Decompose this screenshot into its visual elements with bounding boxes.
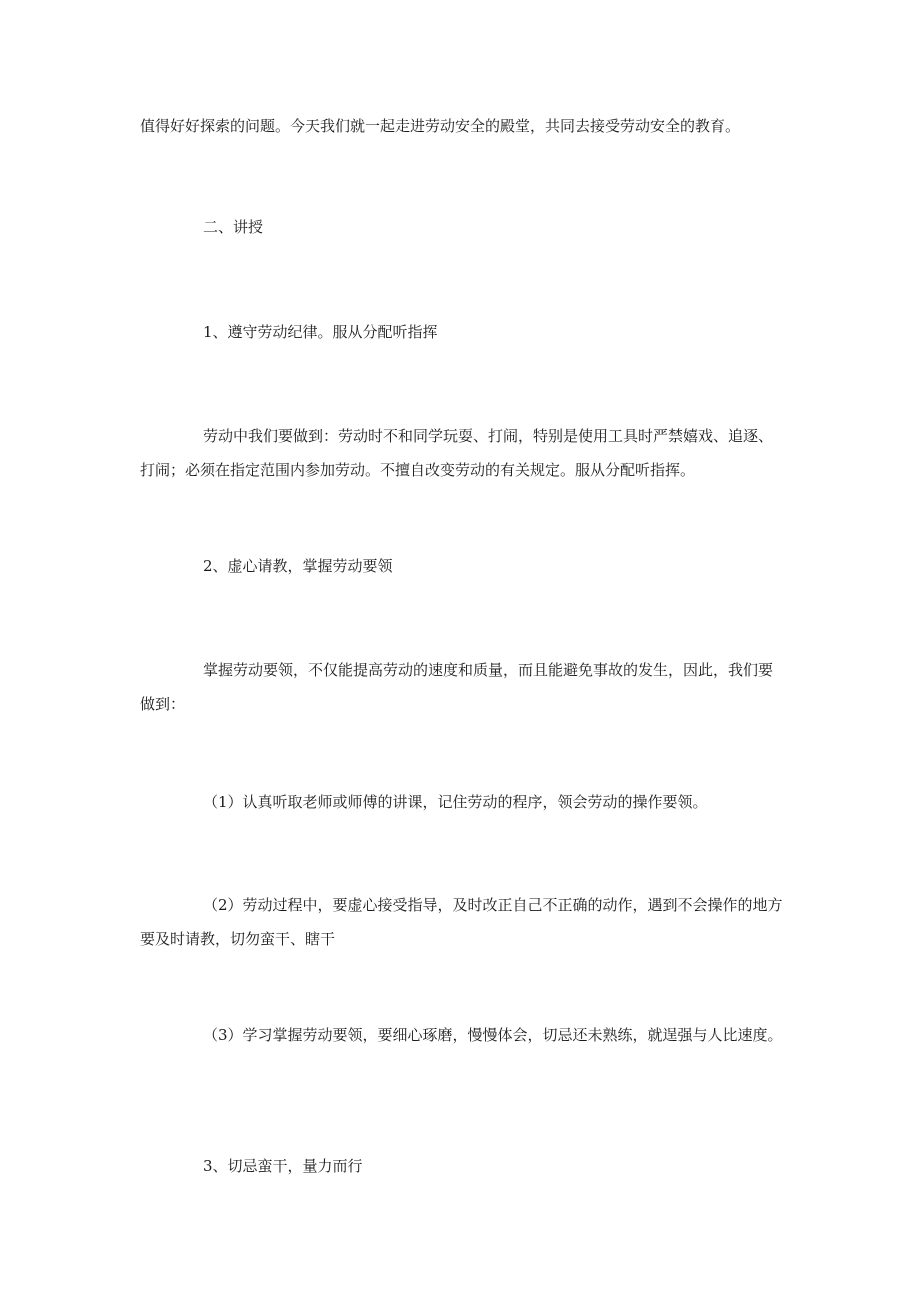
item3-heading: 3、切忌蛮干，量力而行 (203, 1157, 363, 1175)
item2-heading: 2、虚心请教，掌握劳动要领 (203, 557, 393, 575)
item2-point1-paragraph: （1）认真听取老师或师傅的讲课，记住劳动的程序，领会劳动的操作要领。 (203, 793, 708, 811)
item1-body-paragraph: 劳动中我们要做到：劳动时不和同学玩耍、打闹，特别是使用工具时严禁嬉戏、追逐、打闹；必须在指定范围内参加劳动。不擅自改变劳动的有关规定。服从分配听指挥。 (140, 427, 774, 479)
intro-continuation-paragraph: 值得好好探索的问题。今天我们就一起走进劳动安全的殿堂，共同去接受劳动安全的教育。 (140, 117, 741, 135)
item2-body-paragraph: 掌握劳动要领，不仅能提高劳动的速度和质量，而且能避免事故的发生，因此，我们要做到： (140, 661, 774, 713)
item1-heading: 1、遵守劳动纪律。服从分配听指挥 (203, 323, 438, 341)
section-two-heading: 二、讲授 (203, 218, 264, 236)
item2-point2-paragraph: （2）劳动过程中，要虚心接受指导，及时改正自己不正确的动作，遇到不会操作的地方要及时请教，切勿蛮干、瞎干 (140, 896, 783, 948)
item2-point3-paragraph: （3）学习掌握劳动要领，要细心琢磨，慢慢体会，切忌还未熟练，就逞强与人比速度。 (203, 1026, 783, 1044)
